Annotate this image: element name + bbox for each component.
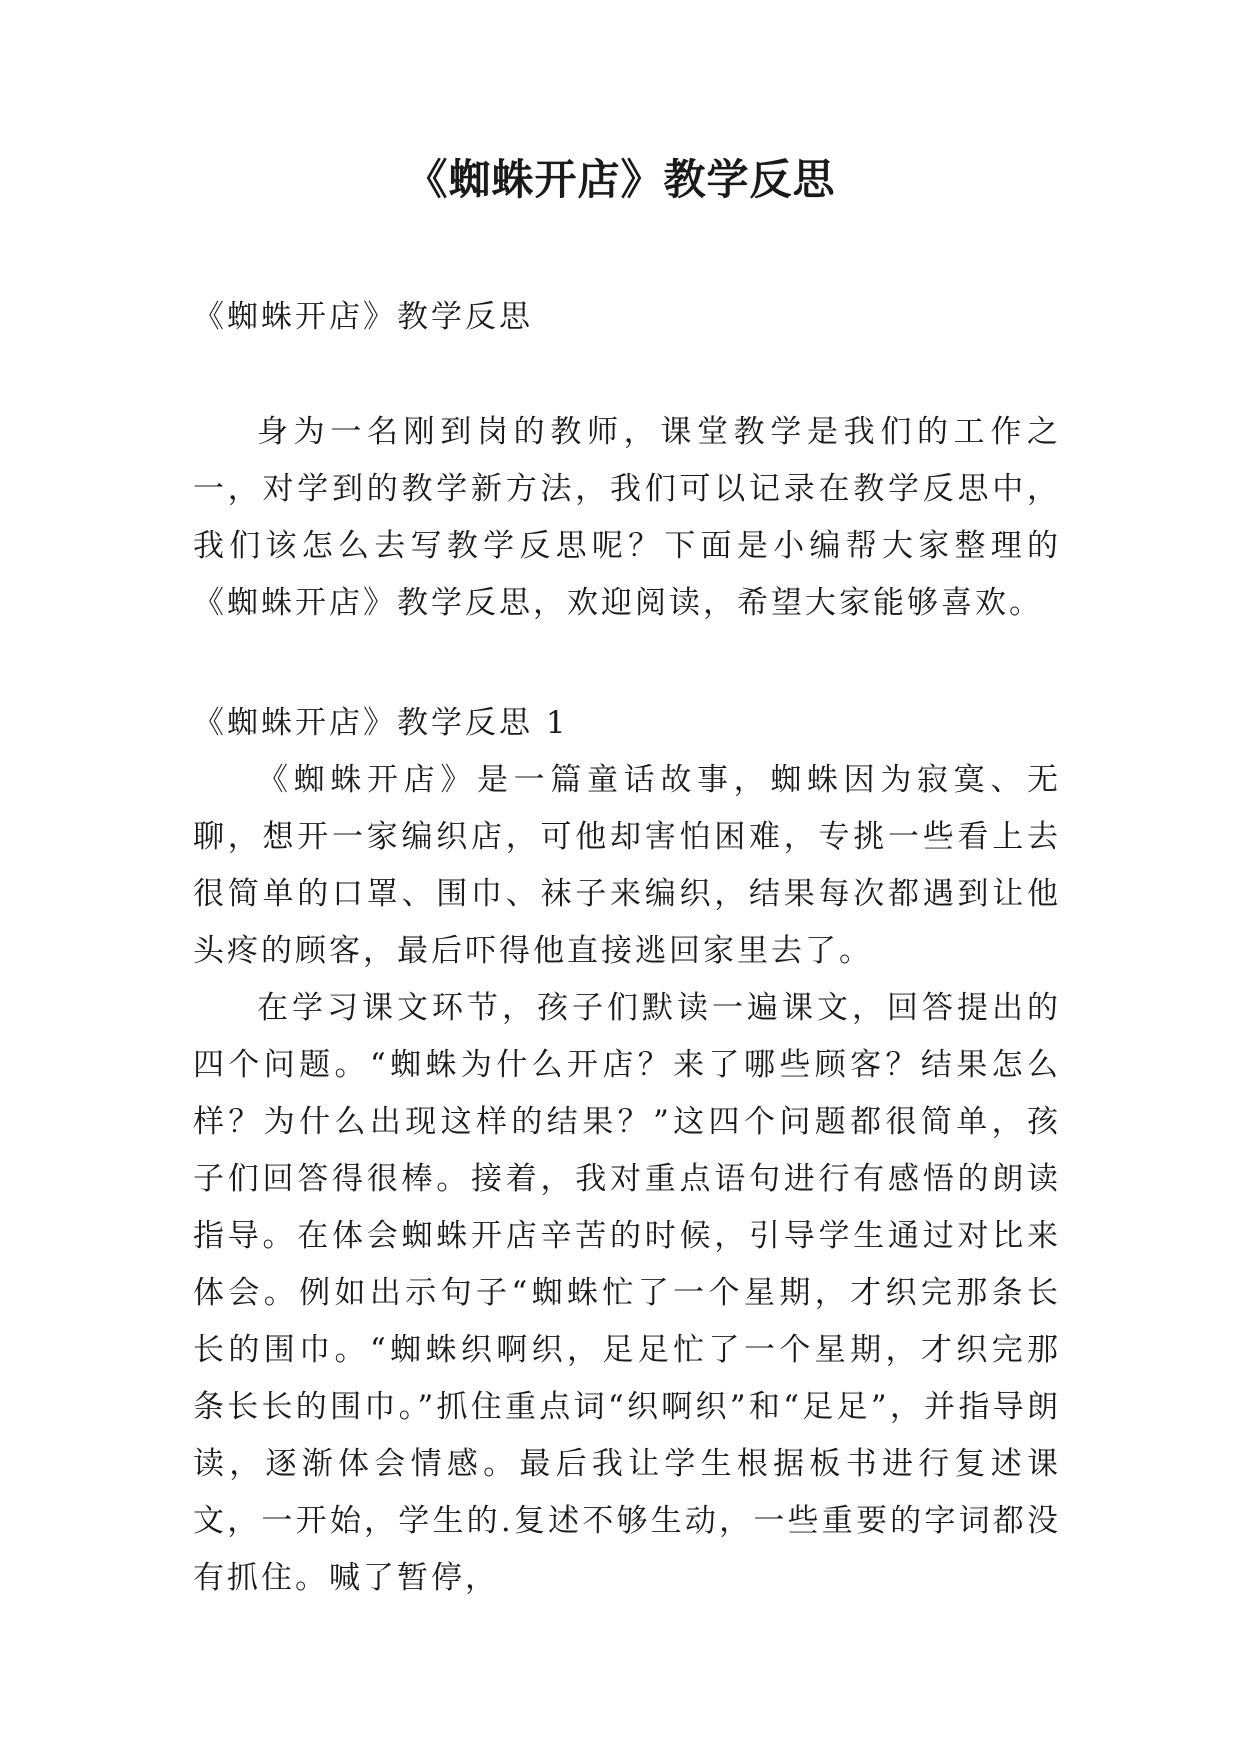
document-title: 《蜘蛛开店》教学反思 [405, 155, 836, 204]
document-subtitle: 《蜘蛛开店》教学反思 [193, 299, 533, 335]
body-paragraph: 在学习课文环节，孩子们默读一遍课文，回答提出的四个问题。“蜘蛛为什么开店？来了哪些顾客？结果怎么样？为什么出现这样的结果？”这四个问题都很简单，孩子们回答得很棒。接着，我对重点语句进行有感悟的朗读指导。在体会蜘蛛开店辛苦的时候，引导学生通过对比来体会。例如出示句子“蜘蛛忙了一个星期，才织完那条长长的围巾。“蜘蛛织啊织，足足忙了一个星期，才织完那条长长的围巾。”抓住重点词“织啊织”和“足足”，并指导朗读，逐渐体会情感。最后我让学生根据板书进行复述课文，一开始，学生的.复述不够生动，一些重要的字词都没有抓住。喊了暂停， [193, 990, 1061, 1596]
intro-paragraph: 身为一名刚到岗的教师，课堂教学是我们的工作之一，对学到的教学新方法，我们可以记录在教学反思中，我们该怎么去写教学反思呢？下面是小编帮大家整理的《蜘蛛开店》教学反思，欢迎阅读，希望大家能够喜欢。 [193, 414, 1061, 621]
body-paragraph: 《蜘蛛开店》是一篇童话故事，蜘蛛因为寂寞、无聊，想开一家编织店，可他却害怕困难，专挑一些看上去很简单的口罩、围巾、袜子来编织，结果每次都遇到让他头疼的顾客，最后吓得他直接逃回家里去了。 [193, 762, 1061, 969]
section-heading: 《蜘蛛开店》教学反思 1 [193, 705, 569, 741]
